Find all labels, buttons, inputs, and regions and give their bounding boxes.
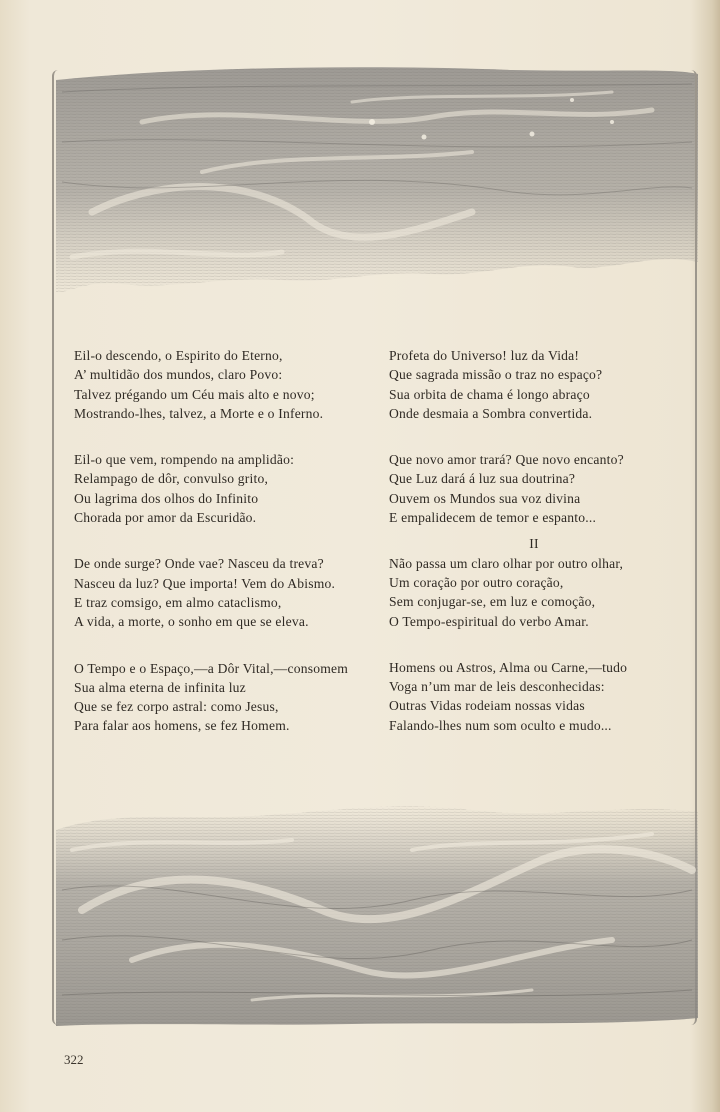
stanza — [74, 346, 374, 423]
stanza — [389, 658, 689, 735]
poem-left-column — [74, 346, 374, 736]
verse-line: Mostrando-lhes, talvez, a Morte e o Inferno. — [74, 405, 324, 421]
verse-line: Onde desmaia a Sombra convertida. — [389, 405, 593, 421]
verse-line: Que Luz dará á luz sua doutrina? — [389, 471, 576, 487]
stanza — [74, 450, 374, 527]
stanza — [74, 659, 374, 736]
stanza — [74, 554, 374, 631]
verse-line: Ou lagrima dos olhos do Infinito — [74, 490, 259, 506]
verse-line: Que se fez corpo astral: como Jesus, — [74, 699, 279, 715]
waves-illustration — [52, 790, 700, 1035]
verse-line: Sua orbita de chama é longo abraço — [389, 386, 590, 402]
verse-line: Um coração por outro coração, — [389, 574, 564, 590]
verse-line: Outras Vidas rodeiam nossas vidas — [389, 698, 585, 714]
verse-line: E empalidecem de temor e espanto... — [389, 510, 597, 526]
page-number: 322 — [64, 1052, 84, 1067]
verse-line: Sem conjugar-se, em luz e comoção, — [389, 594, 596, 610]
stanza — [389, 554, 689, 631]
verse-line: Voga n’um mar de leis desconhecidas: — [389, 679, 605, 695]
verse-line: Homens ou Astros, Alma ou Carne,—tudo — [389, 659, 628, 675]
stanza — [389, 346, 689, 423]
verse-line: Talvez prégando um Céu mais alto e novo; — [74, 386, 315, 402]
verse-line: Sua alma eterna de infinita luz — [74, 679, 246, 695]
verse-line: De onde surge? Onde vae? Nasceu da treva? — [74, 556, 324, 572]
verse-line: Eil-o que vem, rompendo na amplidão: — [74, 452, 295, 468]
verse-line: A’ multidão dos mundos, claro Povo: — [74, 367, 283, 383]
verse-line: O Tempo e o Espaço,—a Dôr Vital,—consomem — [74, 660, 348, 676]
verse-line: Chorada por amor da Escuridão. — [74, 510, 257, 526]
verse-line: Relampago de dôr, convulso grito, — [74, 471, 269, 487]
section-number: II — [529, 536, 539, 552]
verse-line: Nasceu da luz? Que importa! Vem do Abismo. — [74, 575, 336, 591]
verse-line: Para falar aos homens, se fez Homem. — [74, 718, 290, 734]
verse-line: Que novo amor trará? Que novo encanto? — [389, 452, 624, 468]
stanza — [389, 450, 689, 527]
poem-right-column — [389, 346, 689, 735]
verse-line: E traz comsigo, em almo cataclismo, — [74, 594, 282, 610]
verse-line: O Tempo-espiritual do verbo Amar. — [389, 613, 589, 629]
verse-line: Profeta do Universo! luz da Vida! — [389, 348, 580, 363]
verse-line: Falando-lhes num som oculto e mudo... — [389, 717, 612, 733]
verse-line: A vida, a morte, o sonho em que se eleva. — [74, 614, 309, 630]
verse-line: Eil-o descendo, o Espirito do Eterno, — [74, 348, 283, 363]
verse-line: Não passa um claro olhar por outro olhar, — [389, 555, 624, 571]
verse-line: Que sagrada missão o traz no espaço? — [389, 367, 603, 383]
verse-line: Ouvem os Mundos sua voz divina — [389, 490, 581, 506]
